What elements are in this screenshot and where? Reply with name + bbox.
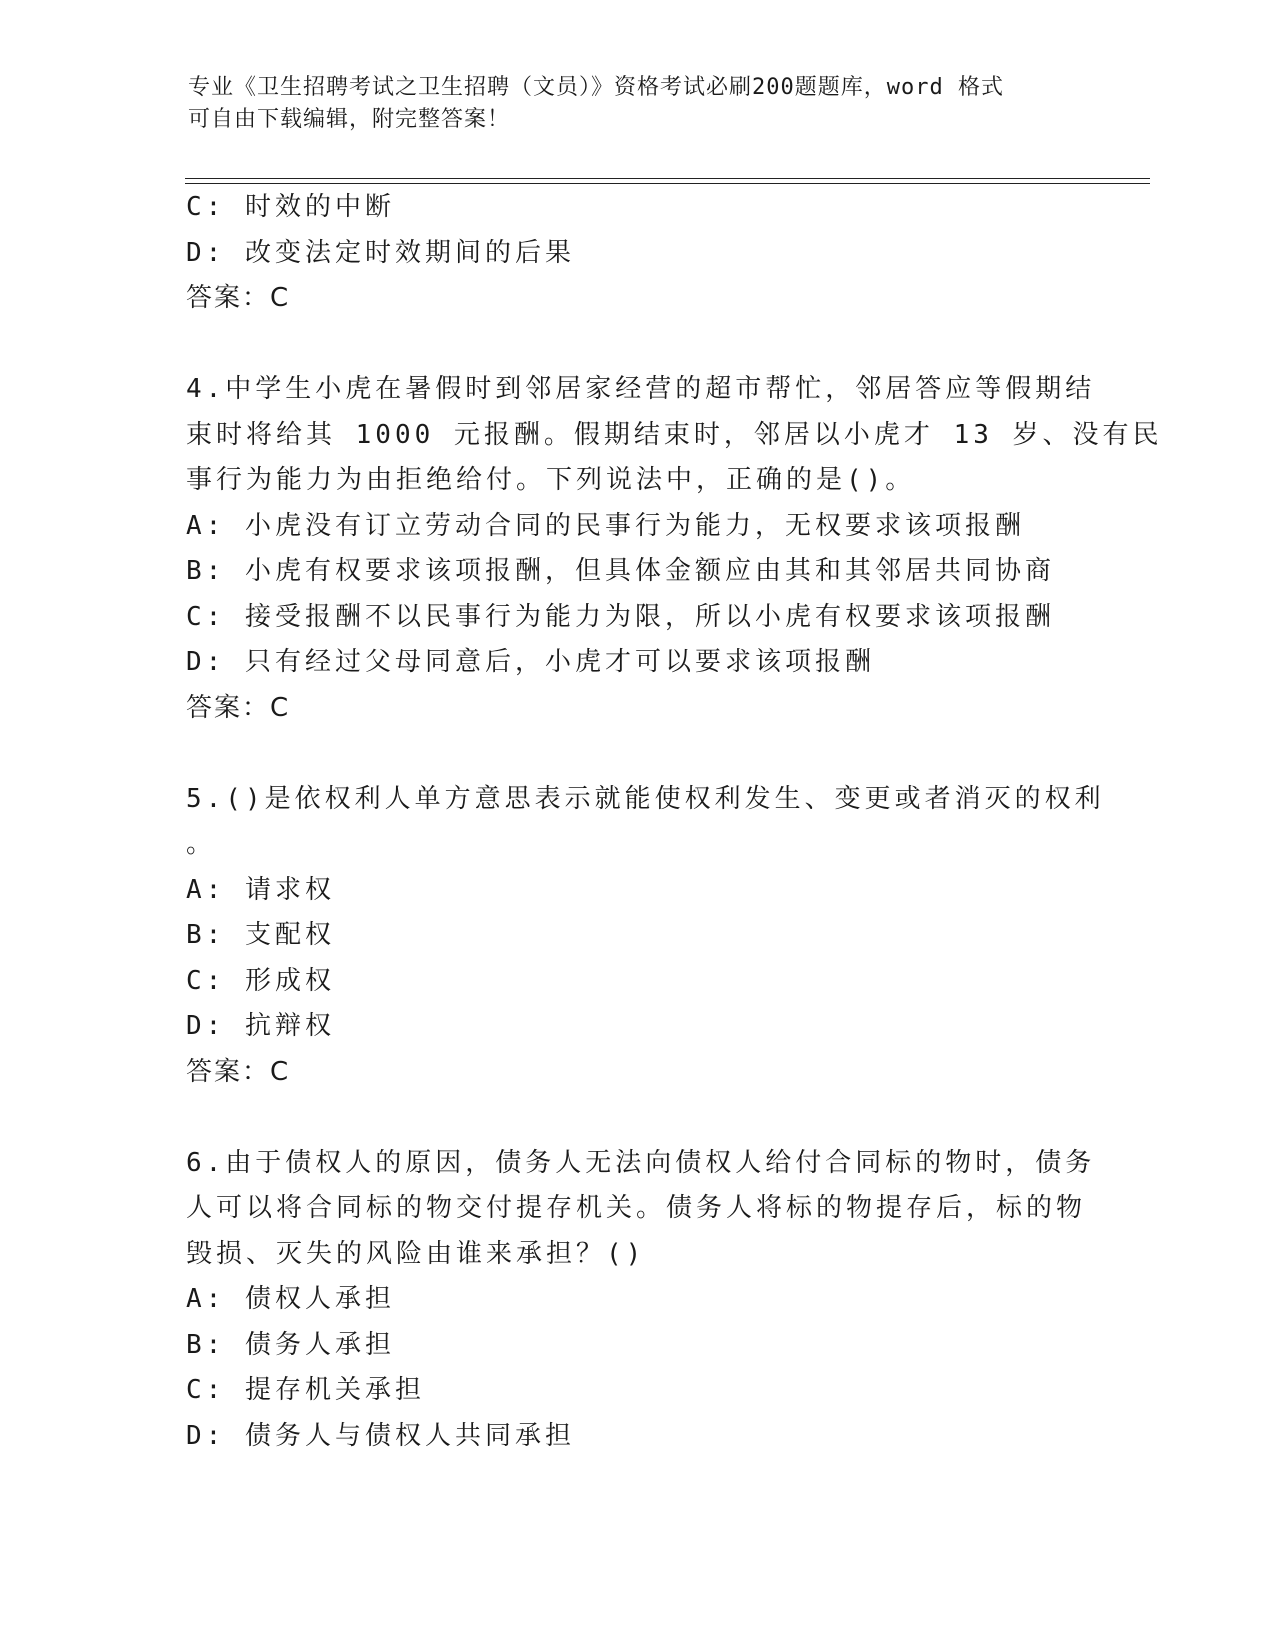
question-stem: 毁损、灭失的风险由谁来承担？(): [186, 1238, 646, 1269]
question-5: [186, 777, 1105, 1096]
question-stem: 5.()是依权利人单方意思表示就能使权利发生、变更或者消灭的权利: [186, 783, 1105, 814]
option-d: D: 债务人与债权人共同承担: [186, 1420, 575, 1451]
option-d: D: 只有经过父母同意后，小虎才可以要求该项报酬: [186, 647, 875, 677]
spacer: [186, 1095, 1066, 1141]
option-a: A: 债权人承担: [186, 1284, 395, 1314]
option-b: B: 小虎有权要求该项报酬，但具体金额应由其和其邻居共同协商: [186, 556, 1055, 586]
question-list: [186, 185, 1163, 1459]
header-line-2: 可自由下载编辑，附完整答案！: [188, 107, 511, 132]
option-d: D: 抗辩权: [186, 1011, 335, 1041]
question-stem: 4.中学生小虎在暑假时到邻居家经营的超市帮忙，邻居答应等假期结: [186, 374, 1096, 404]
header-divider: [185, 178, 1150, 184]
header-line-1: 专业《卫生招聘考试之卫生招聘（文员）》资格考试必刷200题题库，word 格式: [188, 75, 1004, 100]
option-c: C: 时效的中断: [186, 192, 395, 222]
option-d: D: 改变法定时效期间的后果: [186, 237, 575, 268]
question-stem: 束时将给其 1000 元报酬。假期结束时，邻居以小虎才 13 岁、没有民: [186, 419, 1163, 450]
option-c: C: 接受报酬不以民事行为能力为限，所以小虎有权要求该项报酬: [186, 601, 1055, 632]
option-b: B: 债务人承担: [186, 1329, 395, 1360]
option-a: A: 请求权: [186, 874, 335, 905]
answer: 答案：C: [186, 1056, 291, 1087]
spacer: [186, 322, 1066, 368]
question-3-tail: [186, 185, 1066, 322]
question-6: [186, 1141, 1096, 1460]
option-c: C: 提存机关承担: [186, 1375, 425, 1405]
answer: 答案：C: [186, 283, 291, 313]
question-stem: 事行为能力为由拒绝给付。下列说法中，正确的是()。: [186, 465, 916, 495]
answer: 答案：C: [186, 692, 291, 723]
question-stem: 。: [186, 829, 217, 859]
question-stem: 6.由于债权人的原因，债务人无法向债权人给付合同标的物时，债务: [186, 1147, 1096, 1178]
spacer: [186, 731, 1066, 777]
document-header: [188, 72, 1068, 136]
question-stem: 人可以将合同标的物交付提存机关。债务人将标的物提存后，标的物: [186, 1193, 1087, 1223]
option-b: B: 支配权: [186, 920, 335, 950]
option-a: A: 小虎没有订立劳动合同的民事行为能力，无权要求该项报酬: [186, 510, 1025, 541]
option-c: C: 形成权: [186, 965, 335, 996]
question-4: [186, 367, 1163, 731]
